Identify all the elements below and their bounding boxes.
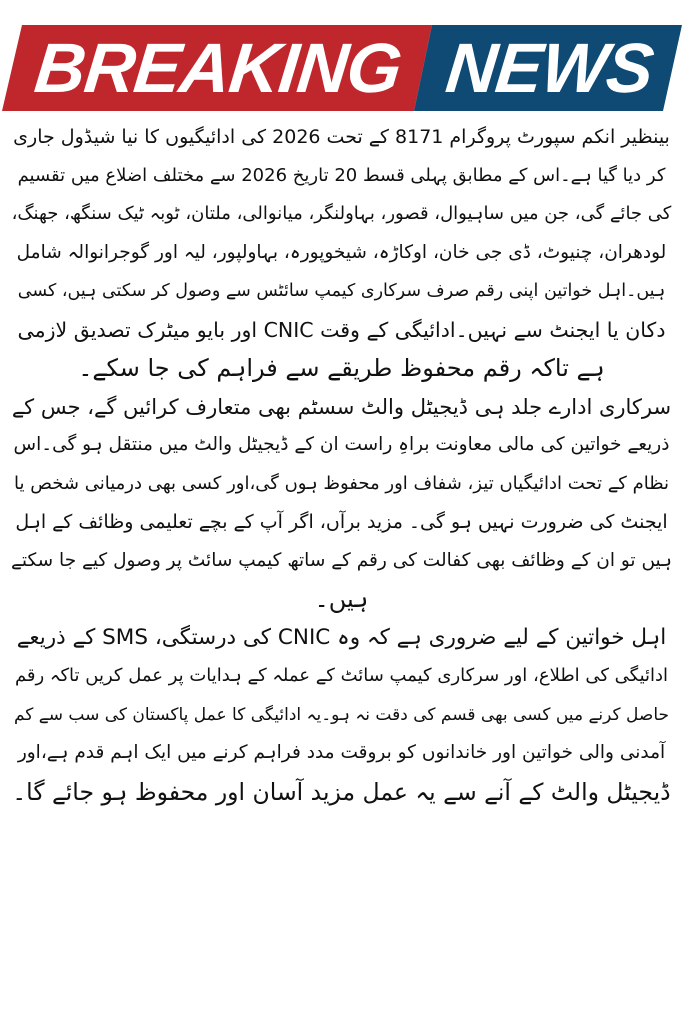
banner-word-news: NEWS — [442, 29, 657, 107]
text-line: بینظیر انکم سپورٹ پروگرام 8171 کے تحت 2026 کی ادائیگیوں کا نیا شیڈول جاری — [13, 126, 670, 148]
text-line: ہے تاکہ رقم محفوظ طریقے سے فراہم کی جا سکے۔ — [78, 354, 605, 382]
text-line: ادائیگی کی اطلاع، اور سرکاری کیمپ سائٹ کے عملہ کے ہدایات پر عمل کریں تاکہ رقم — [14, 665, 669, 686]
text-line: ہیں۔اہل خواتین اپنی رقم صرف سرکاری کیمپ سائٹس سے وصول کر سکتی ہیں، کسی — [17, 281, 666, 301]
text-line: آمدنی والی خواتین اور خاندانوں کو بروقت مدد فراہم کرنے میں ایک اہم قدم ہے،اور — [17, 742, 666, 763]
text-line: ہیں تو ان کے وظائف بھی کفالت کی رقم کے ساتھ کیمپ سائٹ پر وصول کیے جا سکتے — [11, 549, 672, 571]
banner-word-breaking: BREAKING — [31, 29, 405, 107]
text-line: کی جائے گی، جن میں ساہیوال، قصور، بہاولنگر، میانوالی، ملتان، ٹوبہ ٹیک سنگھ، جھنگ، — [11, 203, 672, 224]
text-line: ایجنٹ کی ضرورت نہیں ہو گی۔ مزید برآں، اگر آپ کے بچے تعلیمی وظائف کے اہل — [15, 511, 668, 533]
article-paragraph-1 — [10, 118, 673, 388]
article-body — [10, 118, 673, 811]
text-line: نظام کے تحت ادائیگیاں تیز، شفاف اور محفوظ ہوں گی،اور کسی بھی درمیانی شخص یا — [14, 472, 669, 494]
article-paragraph-2 — [10, 388, 673, 619]
text-line: کر دیا گیا ہے۔اس کے مطابق پہلی قسط 20 تاریخ 2026 سے مختلف اضلاع میں تقسیم — [17, 164, 666, 186]
text-line: ذریعے خواتین کی مالی معاونت براہِ راست ان کے ڈیجیٹل والٹ میں منتقل ہو گی۔اس — [13, 434, 670, 455]
text-line: ہیں۔ — [314, 585, 369, 613]
text-line: حاصل کرنے میں کسی بھی قسم کی دقت نہ ہو۔یہ ادائیگی کا عمل پاکستان کی سب سے کم — [13, 704, 670, 725]
text-line: سرکاری ادارے جلد ہی ڈیجیٹل والٹ سسٹم بھی متعارف کرائیں گے، جس کے — [11, 394, 672, 419]
article-paragraph-3 — [10, 619, 673, 812]
text-line: اہل خواتین کے لیے ضروری ہے کہ وہ CNIC کی درستگی، SMS کے ذریعے — [16, 624, 667, 650]
text-line: لودھران، چنیوٹ، ڈی جی خان، اوکاڑہ، شیخوپورہ، بہاولپور، لیہ اور گوجرانوالہ شامل — [16, 241, 667, 263]
breaking-news-banner — [0, 25, 683, 111]
text-line: دکان یا ایجنٹ سے نہیں۔ادائیگی کے وقت CNIC اور بایو میٹرک تصدیق لازمی — [17, 317, 666, 342]
text-line: ڈیجیٹل والٹ کے آنے سے یہ عمل مزید آسان اور محفوظ ہو جائے گا۔ — [12, 777, 671, 806]
